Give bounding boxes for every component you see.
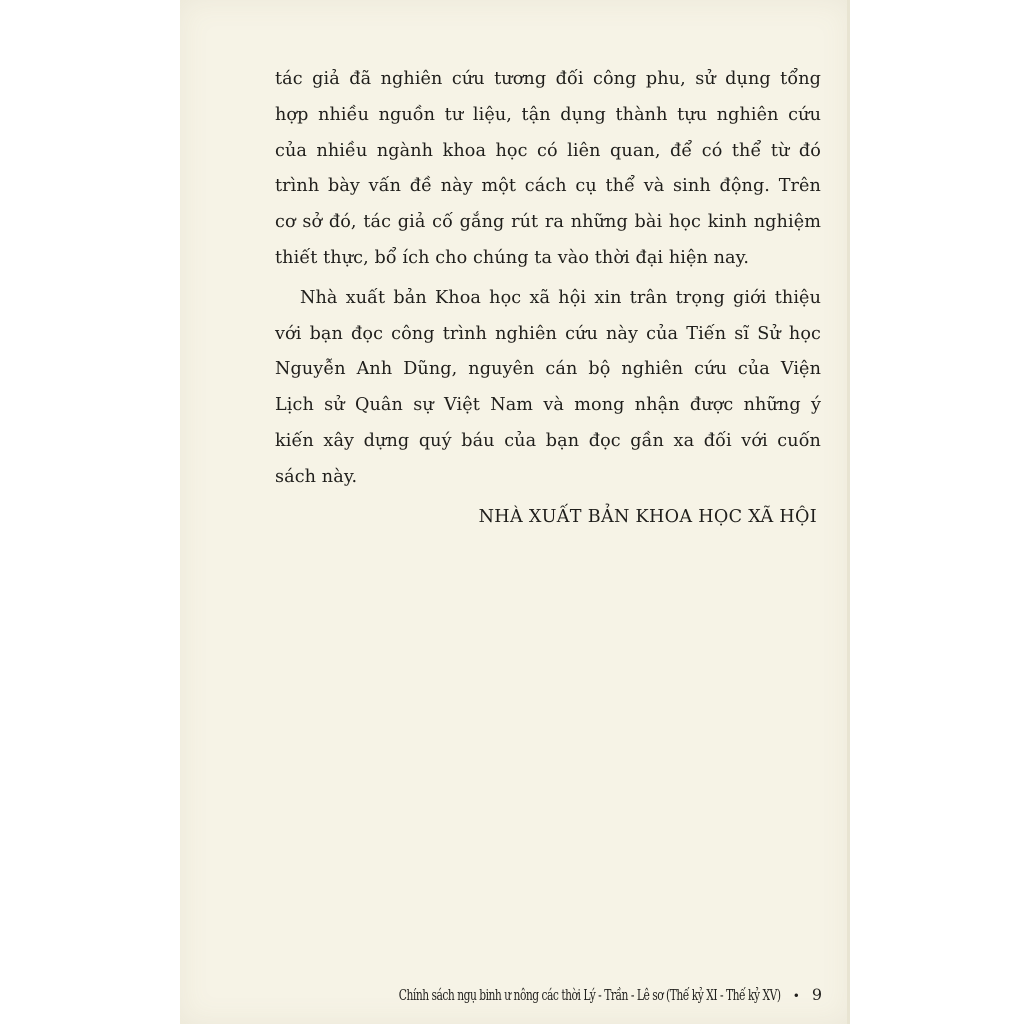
text-line: Nguyễn Anh Dũng, nguyên cán bộ nghiên cứu của Viện xyxy=(275,359,821,380)
text-line: của nhiều ngành khoa học có liên quan, để có thể từ đó xyxy=(275,140,821,161)
text-line: kiến xây dựng quý báu của bạn đọc gần xa đối với cuốn xyxy=(275,430,821,451)
text-line: hợp nhiều nguồn tư liệu, tận dụng thành tựu nghiên cứu xyxy=(275,104,821,125)
running-title: Chính sách ngụ binh ư nông các thời Lý - Trần - Lê sơ (Thế kỷ XI - Thế kỷ XV) xyxy=(398,988,781,1004)
text-line: Lịch sử Quân sự Việt Nam và mong nhận được những ý xyxy=(275,395,821,416)
publisher-signature: NHÀ XUẤT BẢN KHOA HỌC XÃ HỘI xyxy=(478,506,817,527)
page-body xyxy=(275,62,821,535)
footer-bullet: • xyxy=(792,989,800,1003)
text-line: cơ sở đó, tác giả cố gắng rút ra những bài học kinh nghiệm xyxy=(275,212,821,233)
text-line: trình bày vấn đề này một cách cụ thể và sinh động. Trên xyxy=(275,176,821,197)
text-line: Nhà xuất bản Khoa học xã hội xin trân trọng giới thiệu xyxy=(300,287,821,308)
text-line: với bạn đọc công trình nghiên cứu này của Tiến sĩ Sử học xyxy=(275,323,821,344)
text-line: sách này. xyxy=(275,466,358,487)
page-edge xyxy=(847,0,850,1024)
page-footer xyxy=(300,985,822,1006)
paragraph-2 xyxy=(275,281,821,496)
page-number: 9 xyxy=(811,985,822,1004)
text-line: tác giả đã nghiên cứu tương đối công phu, sử dụng tổng xyxy=(275,69,821,89)
paragraph-1 xyxy=(275,62,821,277)
text-line: thiết thực, bổ ích cho chúng ta vào thời đại hiện nay. xyxy=(275,247,750,268)
